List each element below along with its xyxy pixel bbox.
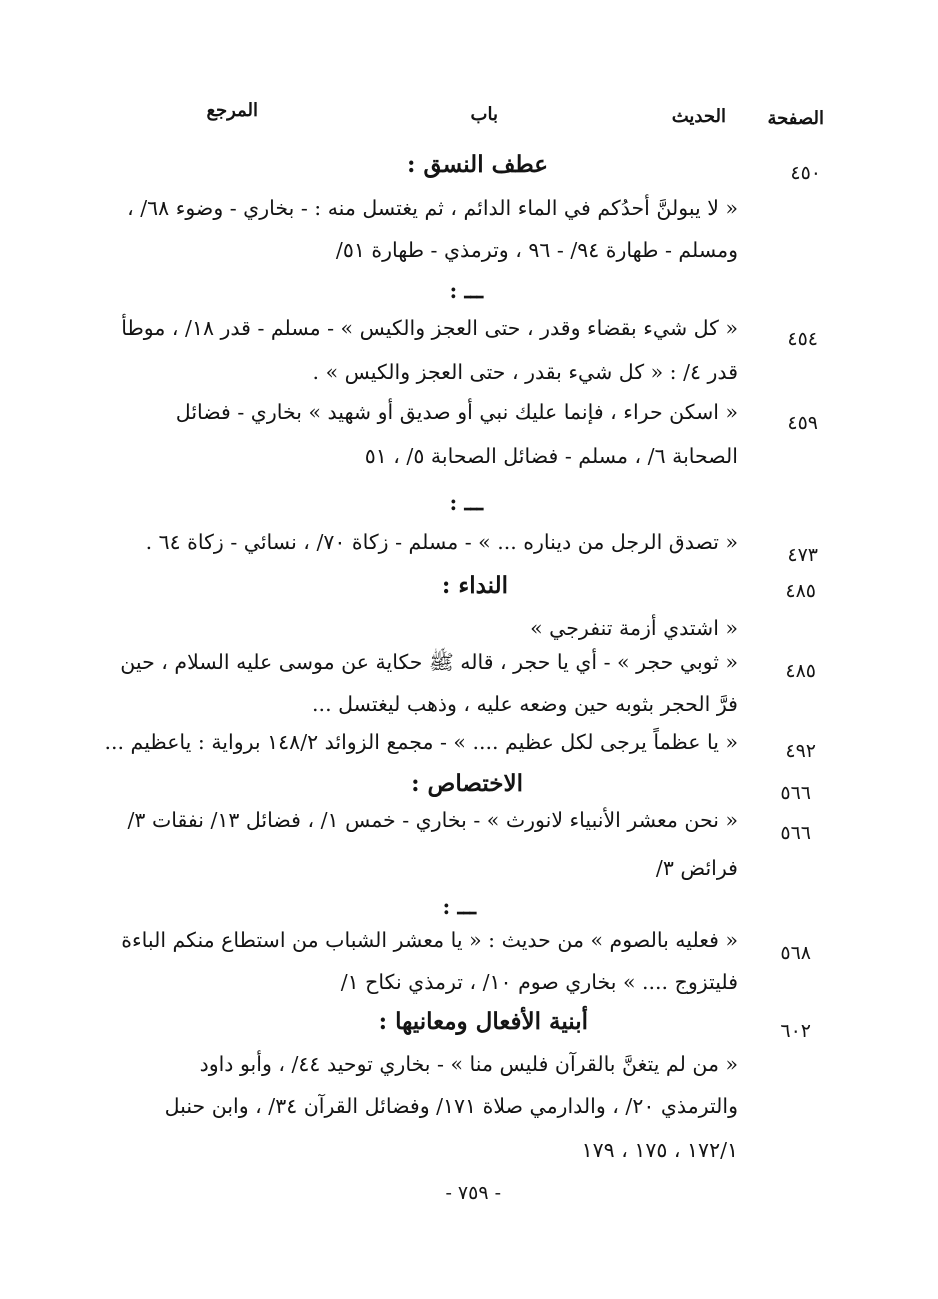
section-heading: أبنية الأفعال ومعانيها : [378, 1008, 588, 1035]
entry-page-number: ٤٥٠ [790, 162, 821, 184]
page-number-footer: - ٧٥٩ - [445, 1182, 501, 1204]
entry-page-number: ٥٦٨ [780, 942, 811, 964]
entry-page-number: ٤٩٢ [785, 740, 816, 762]
section-heading: عطف النسق : [407, 151, 548, 178]
header-page-column: الصفحة [767, 108, 824, 129]
entry-text-line: ١٧٢/١ ، ١٧٥ ، ١٧٩ [581, 1138, 738, 1162]
header-bab-column: باب [470, 104, 498, 125]
entry-page-number: ٦٠٢ [780, 1020, 811, 1042]
entry-text-line: « كل شيء بقضاء وقدر ، حتى العجز والكيس » - مسلم - قدر ١٨/ ، موطأ [121, 316, 738, 340]
entry-text-line: « اشتدي أزمة تنفرجي » [530, 616, 738, 640]
entry-page-number: ٤٥٤ [787, 328, 818, 350]
entry-page-number: ٤٧٣ [787, 544, 818, 566]
entry-text-line: ومسلم - طهارة ٩٤/ - ٩٦ ، وترمذي - طهارة ٥١/ [335, 238, 738, 262]
entry-text-line: « نحن معشر الأنبياء لانورث » - بخاري - خمس ١/ ، فضائل ١٣/ نفقات ٣/ [127, 808, 738, 832]
section-heading: النداء : [441, 572, 508, 599]
entry-text-line: « ثوبي حجر » - أي يا حجر ، قاله ﷺ حكاية عن موسى عليه السلام ، حين [120, 650, 738, 674]
entry-page-number: ٤٥٩ [787, 412, 818, 434]
entry-text-line: فليتزوج .... » بخاري صوم ١٠/ ، ترمذي نكاح ١/ [340, 970, 738, 994]
entry-text-line: « اسكن حراء ، فإنما عليك نبي أو صديق أو شهيد » بخاري - فضائل [175, 400, 738, 424]
header-hadith-column: الحديث [671, 106, 726, 127]
entry-text-line: « يا عظماً يرجى لكل عظيم .... » - مجمع الزوائد ١٤٨/٢ برواية : ياعظيم ... [104, 730, 738, 754]
section-divider: ـــ : [449, 490, 483, 515]
entry-page-number: ٤٨٥ [785, 660, 816, 682]
entry-text-line: « فعليه بالصوم » من حديث : « يا معشر الشباب من استطاع منكم الباءة [121, 928, 738, 952]
entry-text-line: « لا يبولنَّ أحدُكم في الماء الدائم ، ثم يغتسل منه : - بخاري - وضوء ٦٨/ ، [127, 196, 738, 220]
entry-page-number: ٤٨٥ [785, 580, 816, 602]
entry-text-line: فرَّ الحجر بثوبه حين وضعه عليه ، وذهب ليغتسل ... [312, 692, 738, 716]
entry-text-line: الصحابة ٦/ ، مسلم - فضائل الصحابة ٥/ ، ٥١ [364, 444, 738, 468]
entry-page-number: ٥٦٦ [780, 782, 811, 804]
entry-text-line: والترمذي ٢٠/ ، والدارمي صلاة ١٧١/ وفضائل القرآن ٣٤/ ، وابن حنبل [164, 1094, 738, 1118]
entry-page-number: ٥٦٦ [780, 822, 811, 844]
entry-text-line: « من لم يتغنَّ بالقرآن فليس منا » - بخاري توحيد ٤٤/ ، وأبو داود [199, 1052, 738, 1076]
section-heading: الاختصاص : [411, 770, 523, 797]
section-divider: ـــ : [449, 278, 483, 303]
entry-text-line: فرائض ٣/ [655, 856, 738, 880]
entry-text-line: « تصدق الرجل من ديناره ... » - مسلم - زكاة ٧٠/ ، نسائي - زكاة ٦٤ . [145, 530, 738, 554]
header-reference-column: المرجع [206, 100, 258, 121]
entry-text-line: قدر ٤/ : « كل شيء بقدر ، حتى العجز والكيس » . [312, 360, 738, 384]
section-divider: ـــ : [442, 894, 476, 919]
